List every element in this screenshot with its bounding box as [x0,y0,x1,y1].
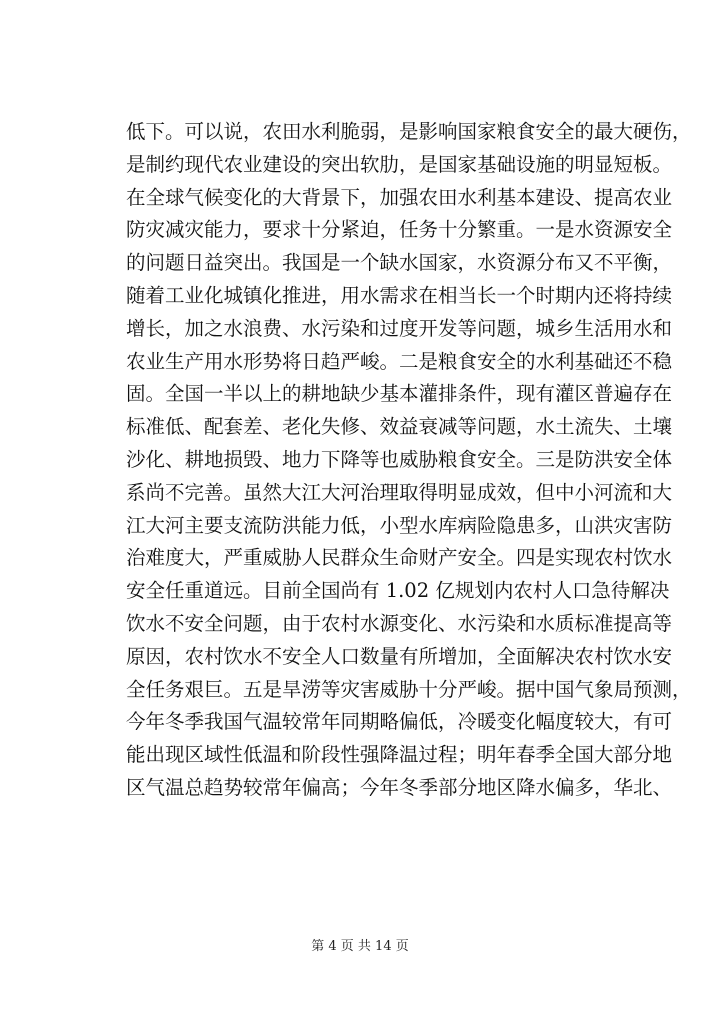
text-line: 全任务艰巨。五是旱涝等灾害威胁十分严峻。据中国气象局预测， [126,677,692,701]
page-footer: 第 4 页 共 14 页 [311,939,409,954]
text-line: 是制约现代农业建设的突出软肋，是国家基础设施的明显短板。 [126,152,673,176]
text-line: 区气温总趋势较常年偏高；今年冬季部分地区降水偏多，华北、 [126,775,673,799]
text-line: 江大河主要支流防洪能力低，小型水库病险隐患多，山洪灾害防 [126,513,673,537]
text-line: 在全球气候变化的大背景下，加强农田水利基本建设、提高农业 [126,185,673,209]
text-line: 低下。可以说，农田水利脆弱，是影响国家粮食安全的最大硬伤， [126,120,692,143]
text-line: 饮水不安全问题，由于农村水源变化、水污染和水质标准提高等 [126,611,673,635]
text-line: 系尚不完善。虽然大江大河治理取得明显成效，但中小河流和大 [126,480,673,504]
text-line: 固。全国一半以上的耕地缺少基本灌排条件，现有灌区普遍存在 [126,382,673,406]
text-line: 原因，农村饮水不安全人口数量有所增加，全面解决农村饮水安 [126,644,673,668]
text-line: 增长，加之水浪费、水污染和过度开发等问题，城乡生活用水和 [126,316,673,340]
text-line: 今年冬季我国气温较常年同期略偏低，冷暖变化幅度较大，有可 [126,710,673,734]
text-line: 安全任重道远。目前全国尚有 1.02 亿规划内农村人口急待解决 [126,579,670,603]
text-line: 的问题日益突出。我国是一个缺水国家，水资源分布又不平衡， [126,251,673,275]
text-line: 能出现区域性低温和阶段性强降温过程；明年春季全国大部分地 [126,743,673,767]
text-line: 沙化、耕地损毁、地力下降等也威胁粮食安全。三是防洪安全体 [126,447,673,471]
text-line: 随着工业化城镇化推进，用水需求在相当长一个时期内还将持续 [126,283,673,307]
text-line: 标准低、配套差、老化失修、效益衰减等问题，水土流失、土壤 [126,415,673,439]
text-line: 防灾减灾能力，要求十分紧迫，任务十分繁重。一是水资源安全 [126,218,673,242]
body-text [126,116,692,805]
text-line: 农业生产用水形势将日趋严峻。二是粮食安全的水利基础还不稳 [126,349,673,373]
text-line: 治难度大，严重威胁人民群众生命财产安全。四是实现农村饮水 [126,546,673,570]
